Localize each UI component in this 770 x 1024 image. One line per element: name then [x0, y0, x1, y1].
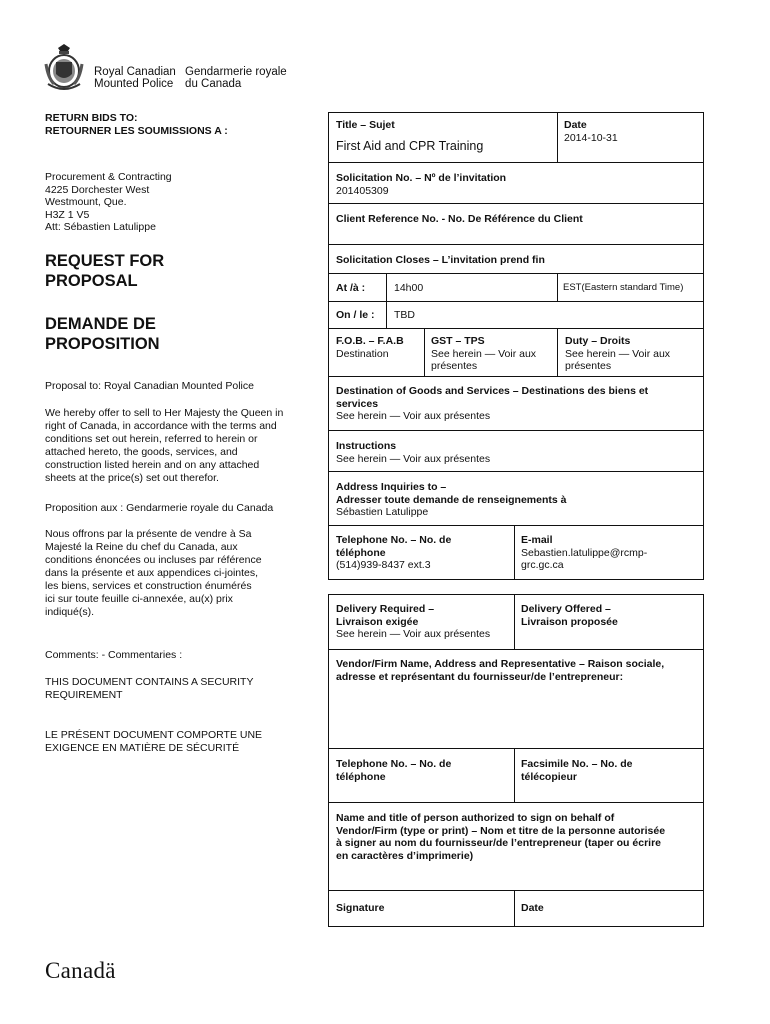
email-label: E-mail	[521, 534, 553, 546]
phone-value: (514)939-8437 ext.3	[336, 559, 431, 571]
security-fr-line: LE PRÉSENT DOCUMENT COMPORTE UNE	[45, 729, 263, 741]
delivery-box	[328, 594, 704, 650]
on-label: On / le :	[336, 309, 375, 321]
offer-fr-line: les biens, services et construction énumérés	[45, 580, 252, 592]
client-reference-box	[328, 203, 704, 245]
on-value: TBD	[394, 309, 415, 321]
offer-fr-line: dans la présente et aux appendices ci-jointes,	[45, 567, 259, 579]
inquiries-value: Sébastien Latulippe	[336, 506, 429, 518]
offer-en-line: right of Canada, in accordance with the terms and	[45, 420, 277, 432]
return-bids-en: RETURN BIDS TO:	[45, 112, 138, 124]
duty-value: See herein — Voir aux	[565, 347, 671, 360]
fob-value: Destination	[336, 347, 389, 360]
proposition-aux: Proposition aux : Gendarmerie royale du Canada	[45, 502, 274, 514]
on-box	[328, 301, 704, 329]
offer-en	[45, 407, 283, 485]
organization-name	[94, 66, 293, 90]
security-en-line: THIS DOCUMENT CONTAINS A SECURITY	[45, 676, 254, 688]
duty-value-cont: présentes	[565, 360, 612, 372]
at-value: 14h00	[394, 282, 424, 294]
canada-wordmark: Canadä	[45, 958, 116, 983]
auth-label-line: Vendor/Firm (type or print) – Nom et titre de la personne autorisée	[336, 824, 666, 837]
delivery-required-label-cont: Livraison exigée	[336, 615, 419, 628]
destination-label: Destination of Goods and Services – Destinations des biens et	[336, 385, 649, 397]
instructions-value: See herein — Voir aux présentes	[336, 452, 491, 465]
duty-label: Duty – Droits	[565, 335, 631, 347]
vendor-label: Vendor/Firm Name, Address and Representative – Raison sociale,	[336, 658, 665, 670]
timezone: EST(Eastern standard Time)	[563, 282, 684, 293]
security-en	[45, 676, 253, 701]
title-date-box	[328, 112, 704, 163]
phone-email-box	[328, 525, 704, 580]
comments: Comments: - Commentaries :	[45, 649, 183, 661]
org-fr-line1: Gendarmerie royale	[185, 66, 287, 78]
fax-field[interactable]	[521, 758, 632, 783]
dp-heading	[45, 314, 160, 354]
gst-value: See herein — Voir aux	[431, 347, 537, 360]
auth-label-line: à signer au nom du fournisseur/de l’entrepreneur (taper ou écrire	[336, 837, 661, 849]
closes-box	[328, 244, 704, 274]
phone-label: Telephone No. – No. de	[336, 534, 452, 546]
delivery-offered-label: Delivery Offered –	[521, 603, 611, 615]
address-line: 4225 Dorchester West	[45, 183, 150, 196]
offer-fr-line: conditions énoncées ou incluses par référence	[45, 554, 262, 566]
at-label: At /à :	[336, 282, 366, 294]
at-box	[328, 273, 704, 302]
auth-label-line: Name and title of person authorized to sign on behalf of	[336, 812, 615, 824]
email-value: Sebastien.latulippe@rcmp-	[521, 546, 648, 559]
solicitation-box	[328, 162, 704, 204]
vendor-box[interactable]	[328, 649, 704, 749]
address-line: Att: Sébastien Latulippe	[45, 221, 156, 233]
vendor-label-cont: adresse et représentant du fournisseur/de l’entrepreneur:	[336, 670, 624, 683]
inquiries-box	[328, 471, 704, 526]
offer-fr-line: indiqué(s).	[45, 606, 95, 618]
rfp-line1: REQUEST FOR	[45, 252, 165, 270]
title-value: First Aid and CPR Training	[336, 138, 484, 153]
phone-label-cont: téléphone	[336, 546, 386, 559]
vendor-phone-field[interactable]	[336, 758, 451, 783]
destination-value: See herein — Voir aux présentes	[336, 410, 491, 422]
offer-en-line: We hereby offer to sell to Her Majesty the Queen in	[45, 407, 284, 419]
email-value-cont: grc.gc.ca	[521, 559, 564, 571]
fob-label: F.O.B. – F.A.B	[336, 335, 404, 347]
instructions-label: Instructions	[336, 440, 397, 452]
instructions-box	[328, 430, 704, 472]
return-bids	[45, 112, 228, 137]
security-en-line: REQUIREMENT	[45, 688, 123, 701]
address-line: H3Z 1 V5	[45, 208, 90, 221]
closes-label: Solicitation Closes – L’invitation prend fin	[336, 254, 545, 266]
offer-fr	[45, 528, 262, 619]
vendor-phone-fax-box	[328, 748, 704, 803]
address-line: Westmount, Que.	[45, 196, 127, 208]
solicitation-value: 201405309	[336, 184, 389, 197]
org-fr-line2: du Canada	[185, 78, 242, 90]
dp-line1: DEMANDE DE	[45, 315, 156, 333]
solicitation-label: Solicitation No. – Nº de l’invitation	[336, 172, 507, 184]
delivery-offered-label-cont: Livraison proposée	[521, 615, 618, 628]
offer-en-line: conditions set out herein, referred to herein or	[45, 433, 258, 445]
signature-label: Signature	[336, 902, 385, 914]
org-en-line1: Royal Canadian	[94, 66, 176, 78]
date-label: Date	[564, 119, 587, 131]
rfp-heading	[45, 251, 164, 291]
vendor-phone-label-cont: téléphone	[336, 770, 386, 783]
inquiries-label: Address Inquiries to –	[336, 481, 447, 493]
offer-en-line: sheets at the price(s) set out therefor.	[45, 472, 219, 484]
dp-line2: PROPOSITION	[45, 335, 160, 353]
signature-box	[328, 890, 704, 927]
offer-fr-line: ici sur toute feuille ci-annexée, au(x) prix	[45, 593, 233, 605]
vendor-phone-label: Telephone No. – No. de	[336, 758, 452, 770]
fax-label: Facsimile No. – No. de	[521, 758, 633, 770]
org-en-line2: Mounted Police	[94, 78, 174, 90]
delivery-required-value: See herein — Voir aux présentes	[336, 628, 491, 640]
offer-en-line: construction listed herein and on any attached	[45, 459, 260, 471]
security-fr-line: EXIGENCE EN MATIÈRE DE SÉCURITÉ	[45, 741, 240, 754]
client-ref-label: Client Reference No. - No. De Référence du Client	[336, 213, 583, 225]
delivery-required-label: Delivery Required –	[336, 603, 435, 615]
fob-gst-duty-box	[328, 328, 704, 377]
offer-fr-line: Majesté la Reine du chef du Canada, aux	[45, 541, 238, 553]
gst-label: GST – TPS	[431, 335, 485, 347]
auth-label-line: en caractères d’imprimerie)	[336, 849, 474, 862]
fax-label-cont: télécopieur	[521, 770, 578, 783]
return-bids-fr: RETOURNER LES SOUMISSIONS A :	[45, 124, 228, 137]
rfp-line2: PROPOSAL	[45, 272, 138, 290]
return-address	[45, 171, 172, 234]
rcmp-crest-icon	[44, 44, 84, 92]
security-fr	[45, 729, 262, 754]
gst-value-cont: présentes	[431, 360, 478, 372]
signature-date-label: Date	[521, 902, 544, 914]
date-value: 2014-10-31	[564, 131, 618, 144]
proposal-to: Proposal to: Royal Canadian Mounted Police	[45, 380, 254, 392]
offer-en-line: attached hereto, the goods, services, and	[45, 446, 238, 458]
authorized-signer-box[interactable]	[328, 802, 704, 891]
inquiries-label-cont: Adresser toute demande de renseignements à	[336, 493, 567, 506]
title-label: Title – Sujet	[336, 119, 395, 131]
destination-box	[328, 376, 704, 431]
destination-label-cont: services	[336, 397, 379, 410]
address-line: Procurement & Contracting	[45, 171, 172, 183]
offer-fr-line: Nous offrons par la présente de vendre à Sa	[45, 528, 252, 540]
